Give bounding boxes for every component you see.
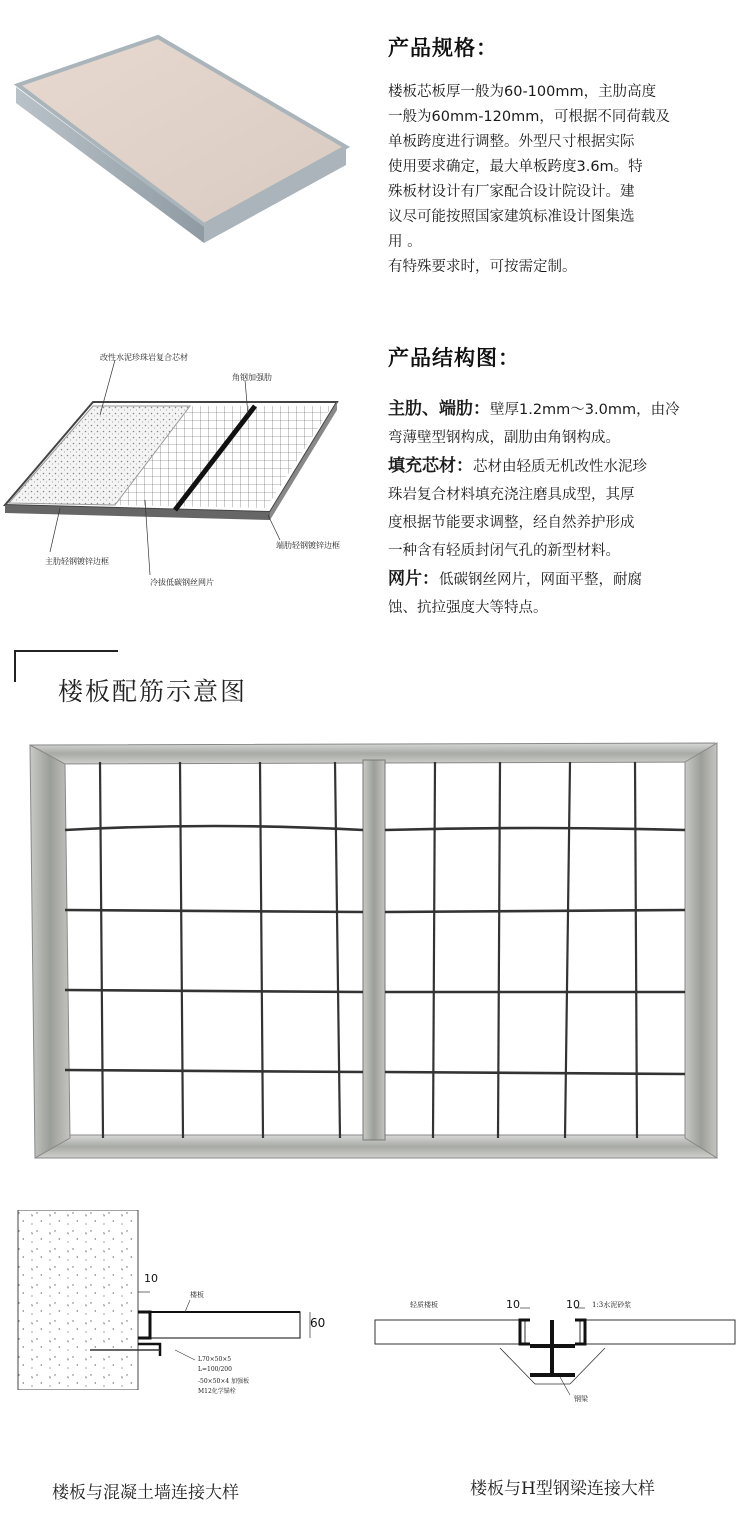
item-line: 芯材由轻质无机改性水泥珍 [473,459,647,475]
note-3: -50×50×4 加强板 [198,1378,250,1385]
item-line: 度根据节能要求调整，经自然养护形成 [388,515,635,531]
detail-wall-connection [10,1210,330,1395]
spec-line: 使用要求确定，最大单板跨度3.6m。特 [388,159,643,175]
structure-paragraph [388,395,738,622]
structure-item [388,395,738,424]
dim-top: 10 [144,1272,158,1285]
item-term: 网片： [388,569,439,589]
note-1: L70×50×5 [198,1356,232,1363]
product-board-image [8,25,353,250]
caption-beam: 楼板与H型钢梁连接大样 [470,1479,655,1499]
structure-diagram [0,340,365,600]
label-board: 楼板 [190,1291,204,1299]
spec-title: 产品规格： [388,36,498,60]
section-divider-tick [14,650,16,682]
label-beam: 钢梁 [574,1395,588,1403]
dim-side: 60 [310,1316,326,1330]
item-term: 主肋、端肋： [388,399,490,419]
structure-title: 产品结构图： [388,346,520,370]
item-line: 一种含有轻质封闭气孔的新型材料。 [388,543,620,559]
label-mesh: 冷拔低碳钢丝网片 [150,578,214,587]
spec-line: 单板跨度进行调整。外型尺寸根据实际 [388,134,635,150]
note-2: L=100/200 [198,1366,232,1373]
reinforcement-photo [25,740,725,1160]
spec-line: 议尽可能按照国家建筑标准设计图集选 [388,209,635,225]
item-line: 弯薄壁型钢构成，副肋由角钢构成。 [388,430,620,446]
spec-line: 有特殊要求时，可按需定制。 [388,259,577,275]
note-4: M12化学锚栓 [198,1388,236,1395]
structure-item [388,452,738,481]
structure-item [388,565,738,594]
label-angle-rib: 角钢加强肋 [232,373,272,382]
item-line: 壁厚1.2mm～3.0mm，由冷 [490,402,680,418]
spec-line: 殊板材设计有厂家配合设计院设计。建 [388,184,635,200]
label-joint: 1:3水泥砂浆 [592,1301,632,1309]
label-core: 改性水泥珍珠岩复合芯材 [100,353,188,362]
item-line: 蚀、抗拉强度大等特点。 [388,600,548,616]
section-divider [14,650,118,652]
caption-wall: 楼板与混凝土墙连接大样 [52,1483,239,1503]
spec-paragraph [388,80,738,280]
spec-line: 一般为60mm-120mm，可根据不同荷载及 [388,109,670,125]
dim-b: 10 [566,1298,580,1311]
item-term: 填充芯材： [388,456,473,476]
dim-a: 10 [506,1298,520,1311]
label-main-rib: 主肋轻钢镀锌边框 [45,557,109,566]
section-title: 楼板配筋示意图 [58,677,248,706]
spec-line: 楼板芯板厚一般为60-100mm，主肋高度 [388,84,657,100]
label-end-rib: 端肋轻钢镀锌边框 [276,541,340,550]
item-line: 低碳钢丝网片，网面平整，耐腐 [439,572,642,588]
label-slab: 轻质楼板 [410,1301,438,1309]
spec-line: 用 。 [388,234,422,250]
item-line: 珠岩复合材料填充浇注磨具成型，其厚 [388,487,635,503]
detail-beam-connection [370,1280,740,1410]
